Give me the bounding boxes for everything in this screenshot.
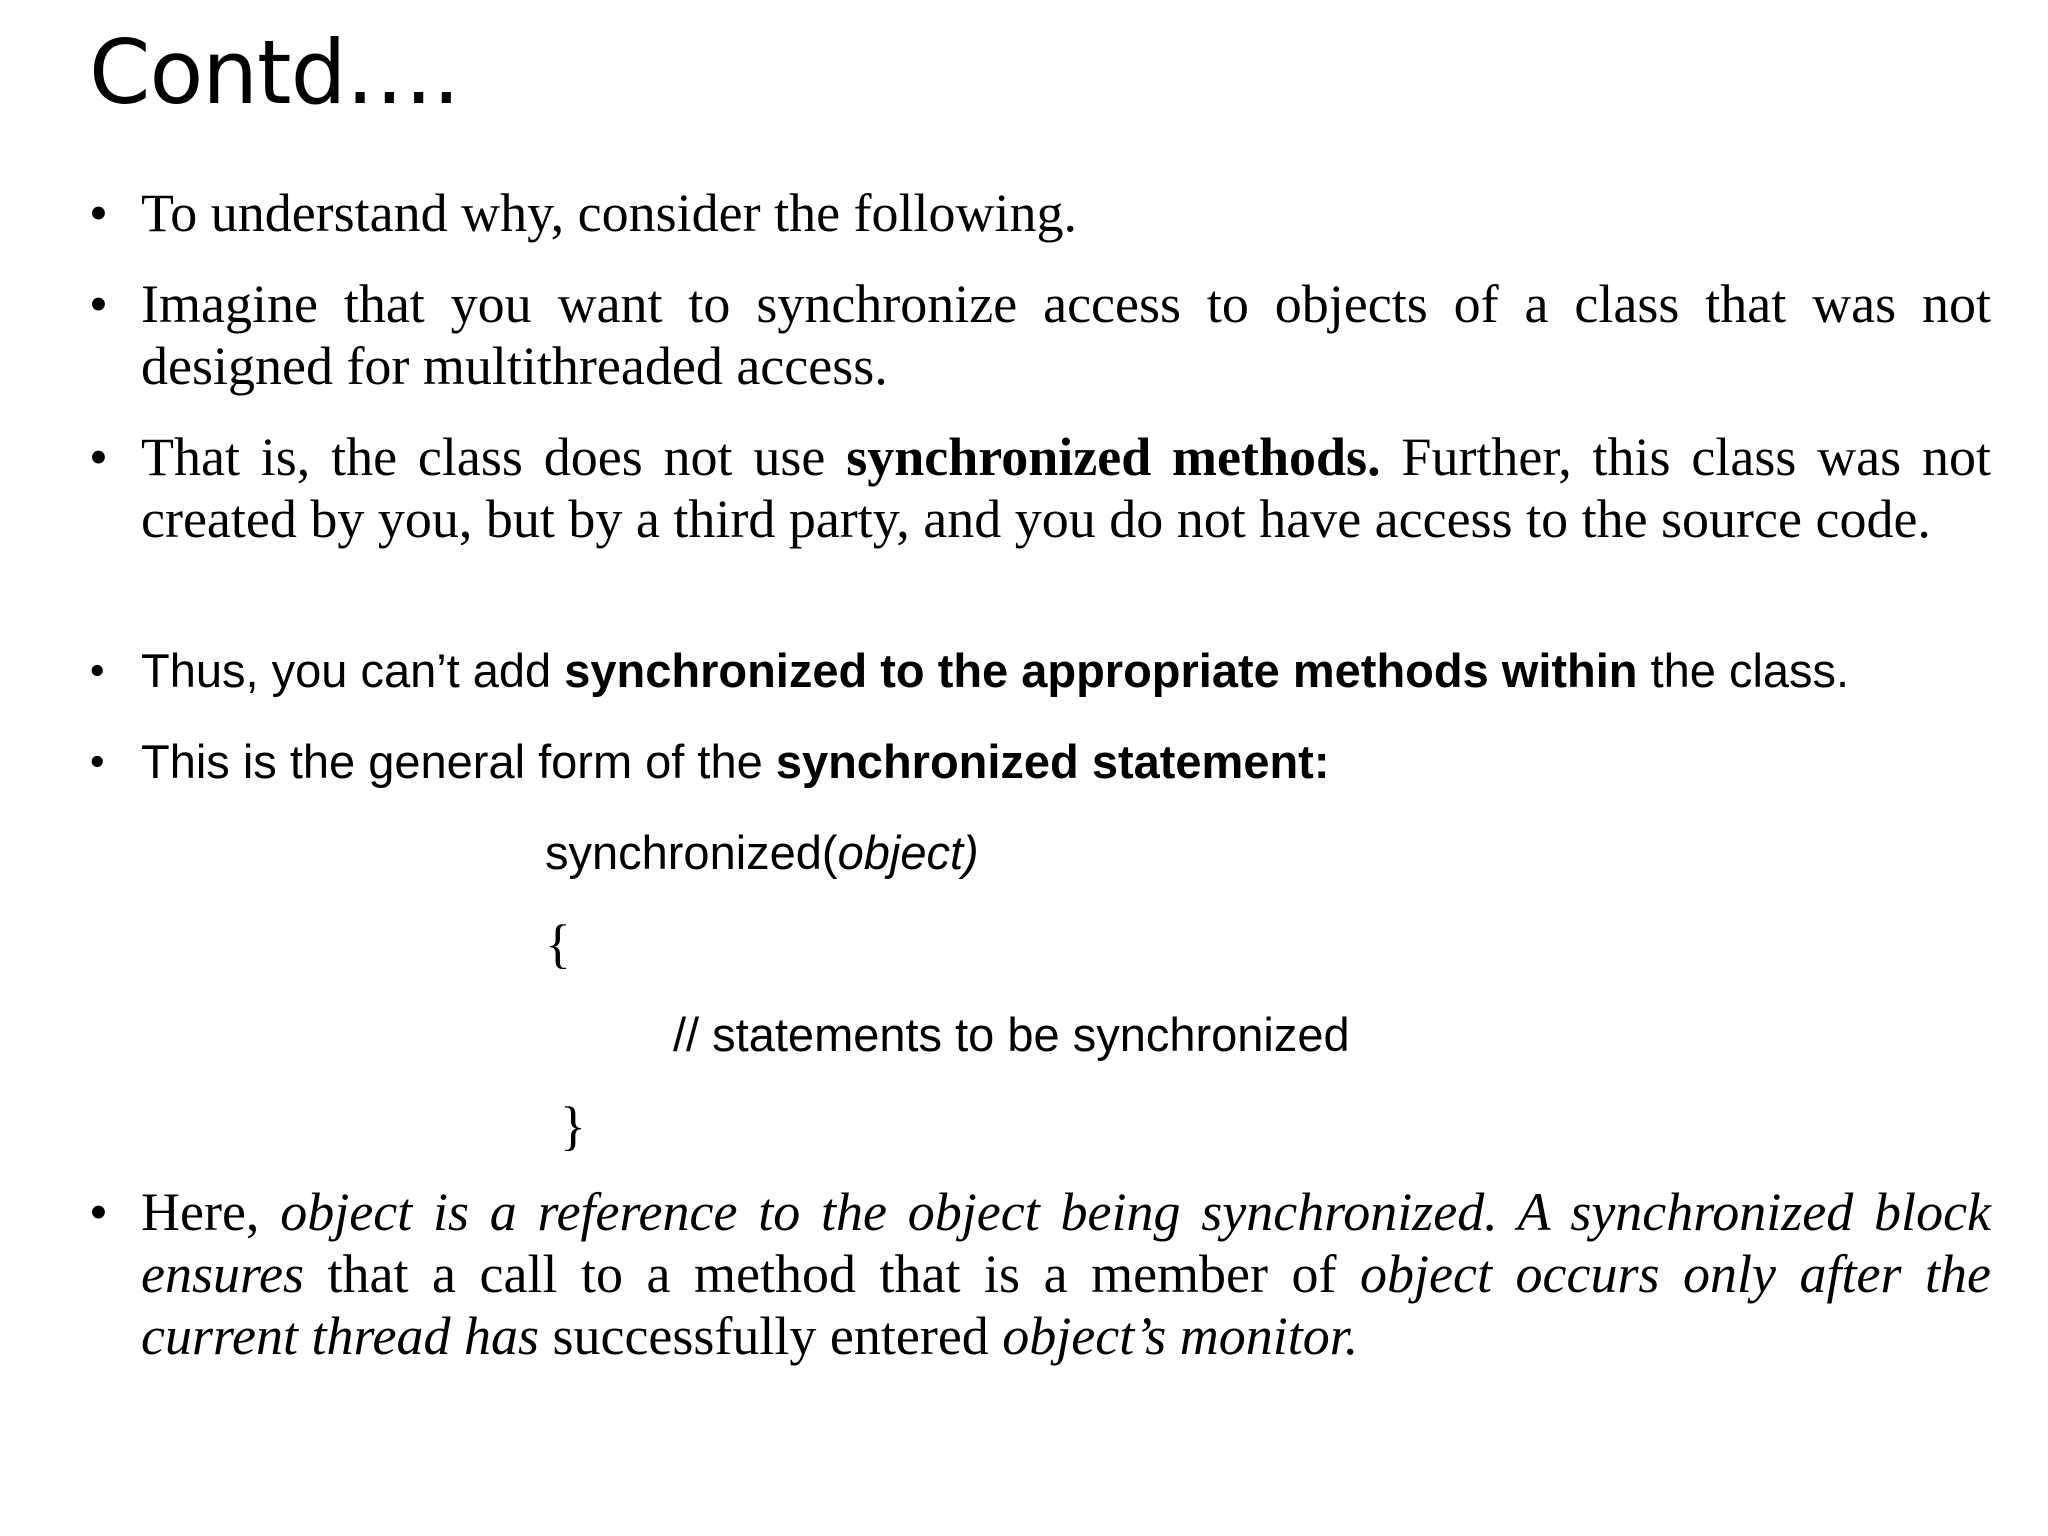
code-keyword: synchronized( [545,826,838,879]
bullet-text: that a call to a method that is a member of [303,1244,1361,1304]
bullet-text: Further, this class was not created by you, but by a third party, and you do not have access to the source code. [141,427,1991,549]
slide-title: Contd…. [89,21,460,124]
code-argument: object) [837,826,979,879]
bullet-text: the class. [1637,644,1850,697]
code-comment: // statements to be synchronized [673,1008,1350,1061]
bullet-text: Thus, you can’t add [141,644,565,697]
code-close-brace: } [560,1096,586,1156]
bullet-bold-text: synchronized methods. [846,427,1381,487]
bullet-item [141,426,1991,550]
bullet-text: That is, the class does not use [141,427,847,487]
bullet-item [141,273,1991,397]
bullet-item [141,731,1991,793]
bullet-text: Here, [141,1182,281,1242]
code-open-brace: { [545,914,571,974]
code-line-synchronized [545,822,979,884]
bullet-bold-text: synchronized to the appropriate methods within [564,644,1638,697]
bullet-italic-text: object’s monitor. [1002,1306,1359,1366]
bullet-text: Imagine that you want to synchronize access to objects of a class that was not designed for multithreaded access. [141,274,1991,396]
bullet-item [141,1181,1991,1367]
bullet-item [141,182,1991,244]
bullet-text: This is the general form of the [141,735,776,788]
bullet-item [141,640,1991,702]
bullet-italic-text: object is a reference to the object being synchronized. A synchronized block ensures [141,1182,1992,1304]
bullet-italic-text: object occurs only after the current thread has [141,1244,1991,1366]
bullet-text: To understand why, consider the following. [141,183,1078,243]
bullet-bold-text: synchronized statement: [775,735,1330,788]
bullet-text: successfully entered [538,1306,1003,1366]
